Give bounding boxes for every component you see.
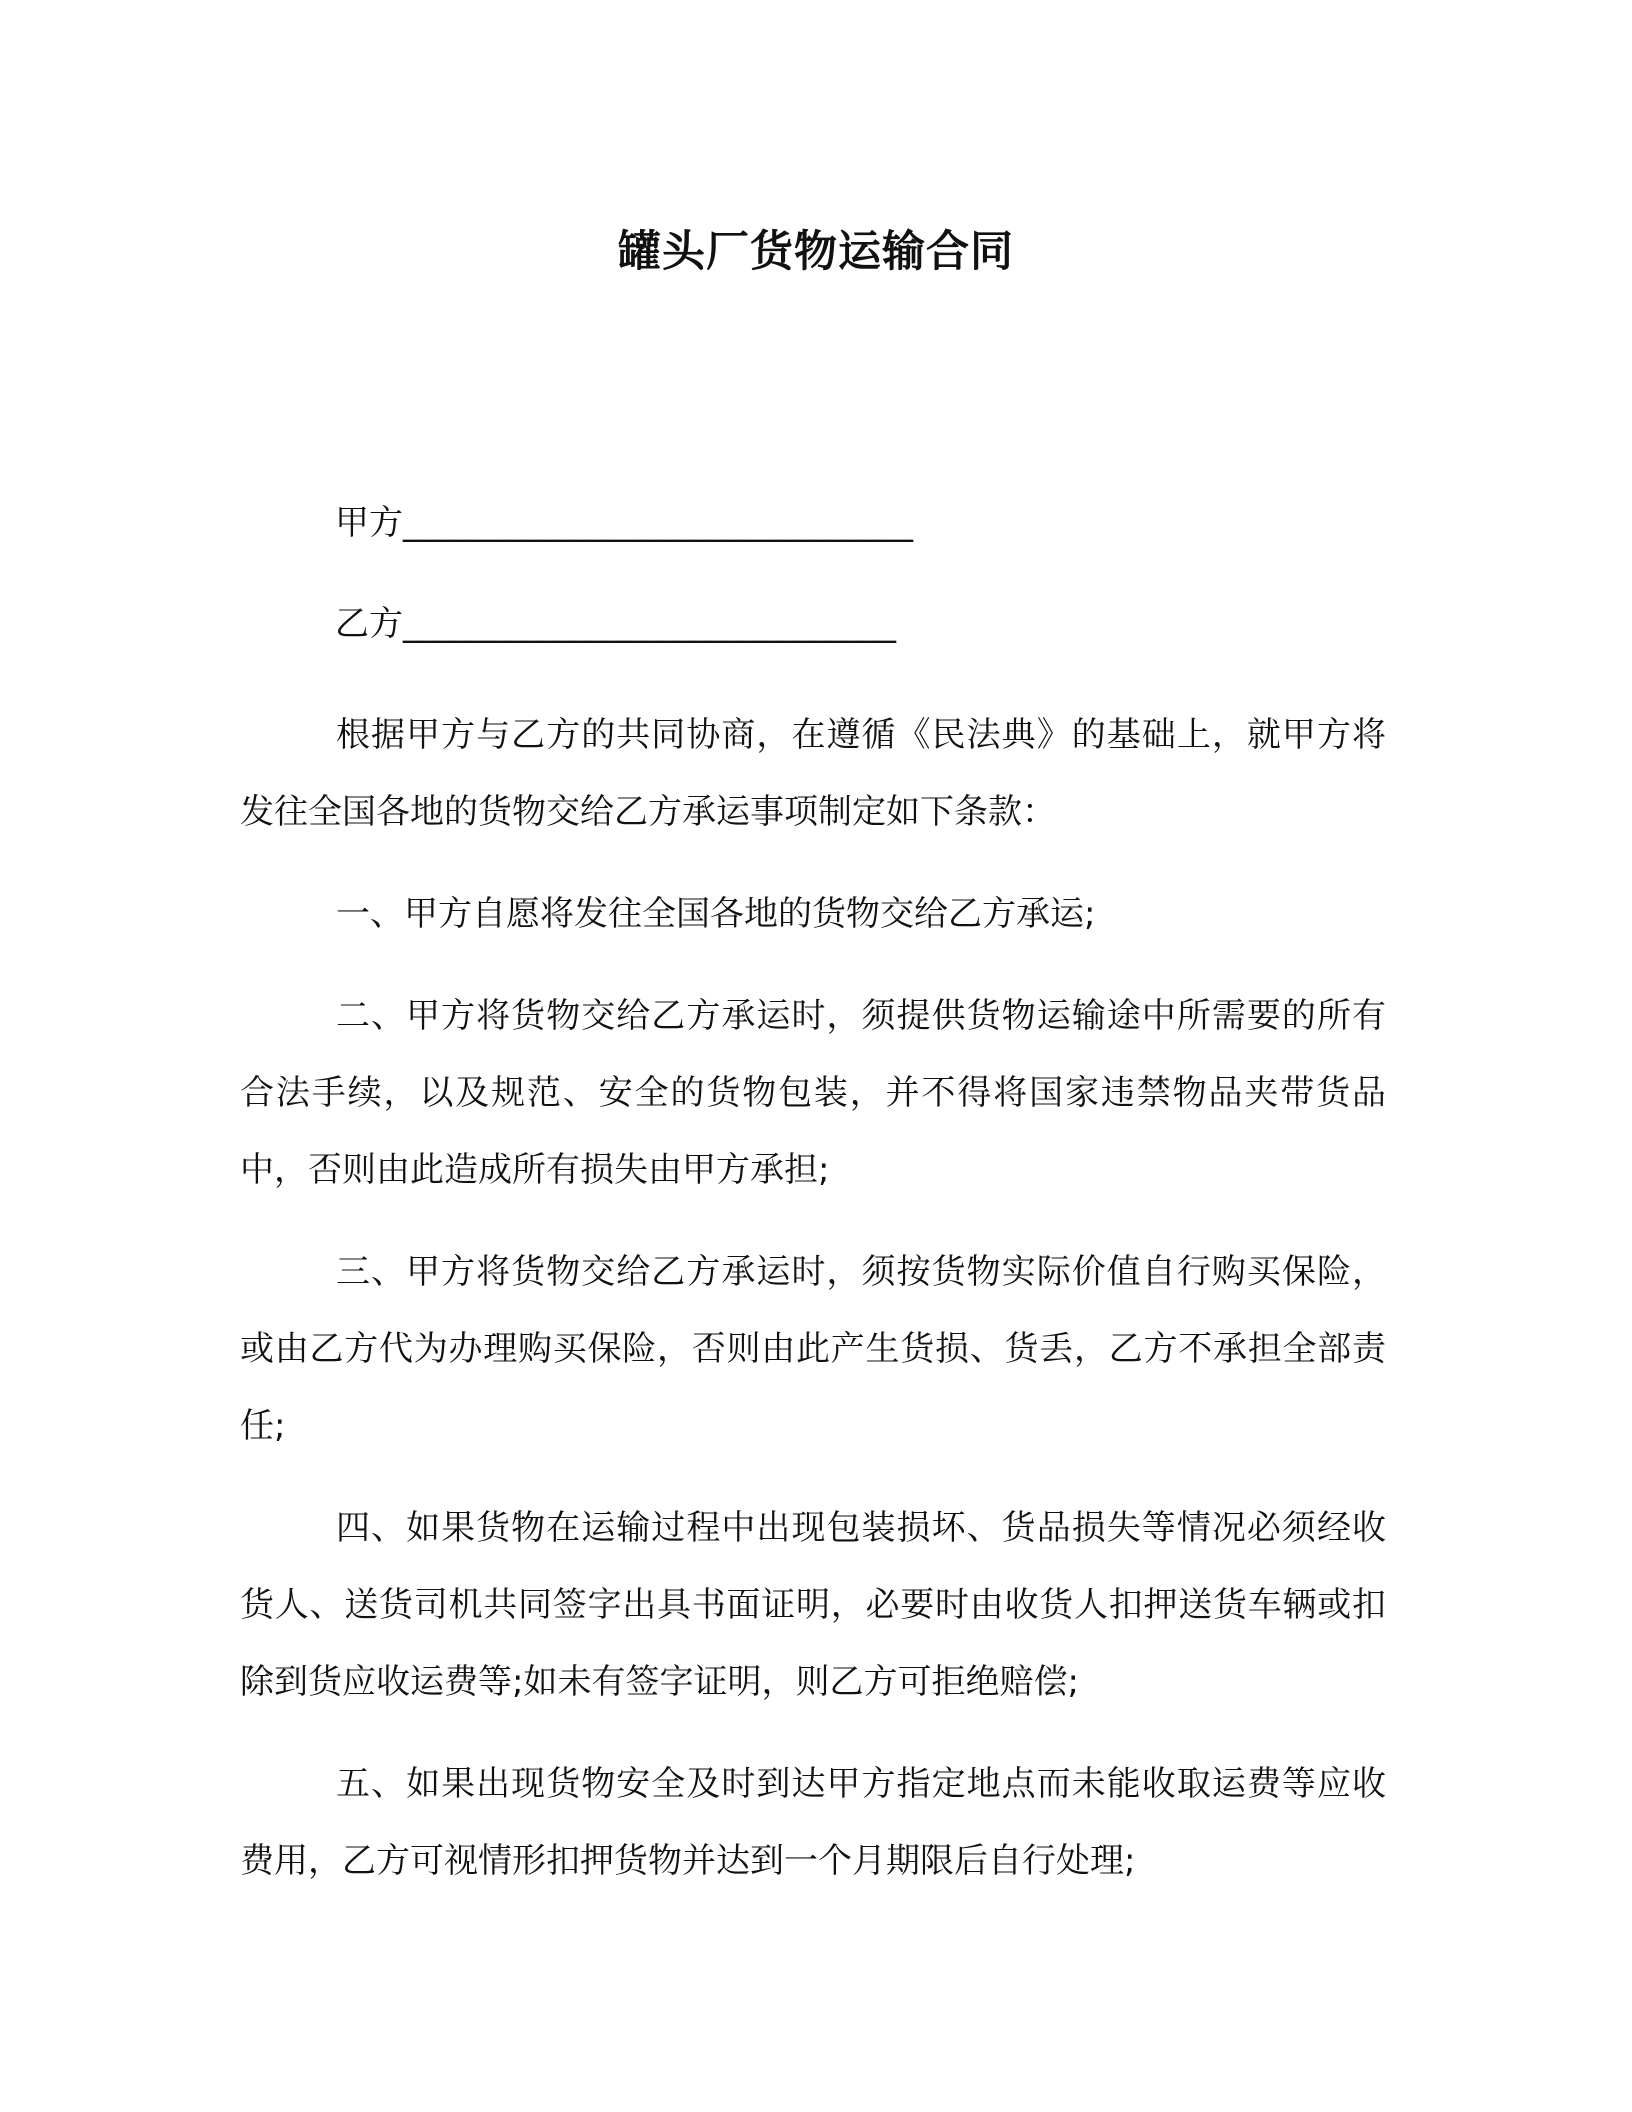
contract-body (240, 697, 1386, 1925)
document-title: 罐头厂货物运输合同 (618, 227, 1014, 277)
clause-2: 二、甲方将货物交给乙方承运时，须提供货物运输途中所需要的所有合法手续，以及规范、安全的货物包装，并不得将国家违禁物品夹带货品中，否则由此造成所有损失由甲方承担; (240, 996, 1386, 1190)
clause-1: 一、甲方自愿将发往全国各地的货物交给乙方承运; (336, 894, 1096, 934)
intro-paragraph: 根据甲方与乙方的共同协商，在遵循《民法典》的基础上，就甲方将发往全国各地的货物交给乙方承运事项制定如下条款： (240, 715, 1386, 832)
clause-3: 三、甲方将货物交给乙方承运时，须按货物实际价值自行购买保险，或由乙方代为办理购买保险，否则由此产生货损、货丢，乙方不承担全部责任; (240, 1252, 1386, 1446)
party-b-line: 乙方_____________________________ (335, 604, 896, 644)
clause-4: 四、如果货物在运输过程中出现包装损坏、货品损失等情况必须经收货人、送货司机共同签字出具书面证明，必要时由收货人扣押送货车辆或扣除到货应收运费等;如未有签字证明，则乙方可拒绝赔偿; (240, 1508, 1386, 1702)
clause-5: 五、如果出现货物安全及时到达甲方指定地点而未能收取运费等应收费用，乙方可视情形扣押货物并达到一个月期限后自行处理; (240, 1764, 1386, 1881)
party-a-line: 甲方______________________________ (335, 503, 913, 543)
